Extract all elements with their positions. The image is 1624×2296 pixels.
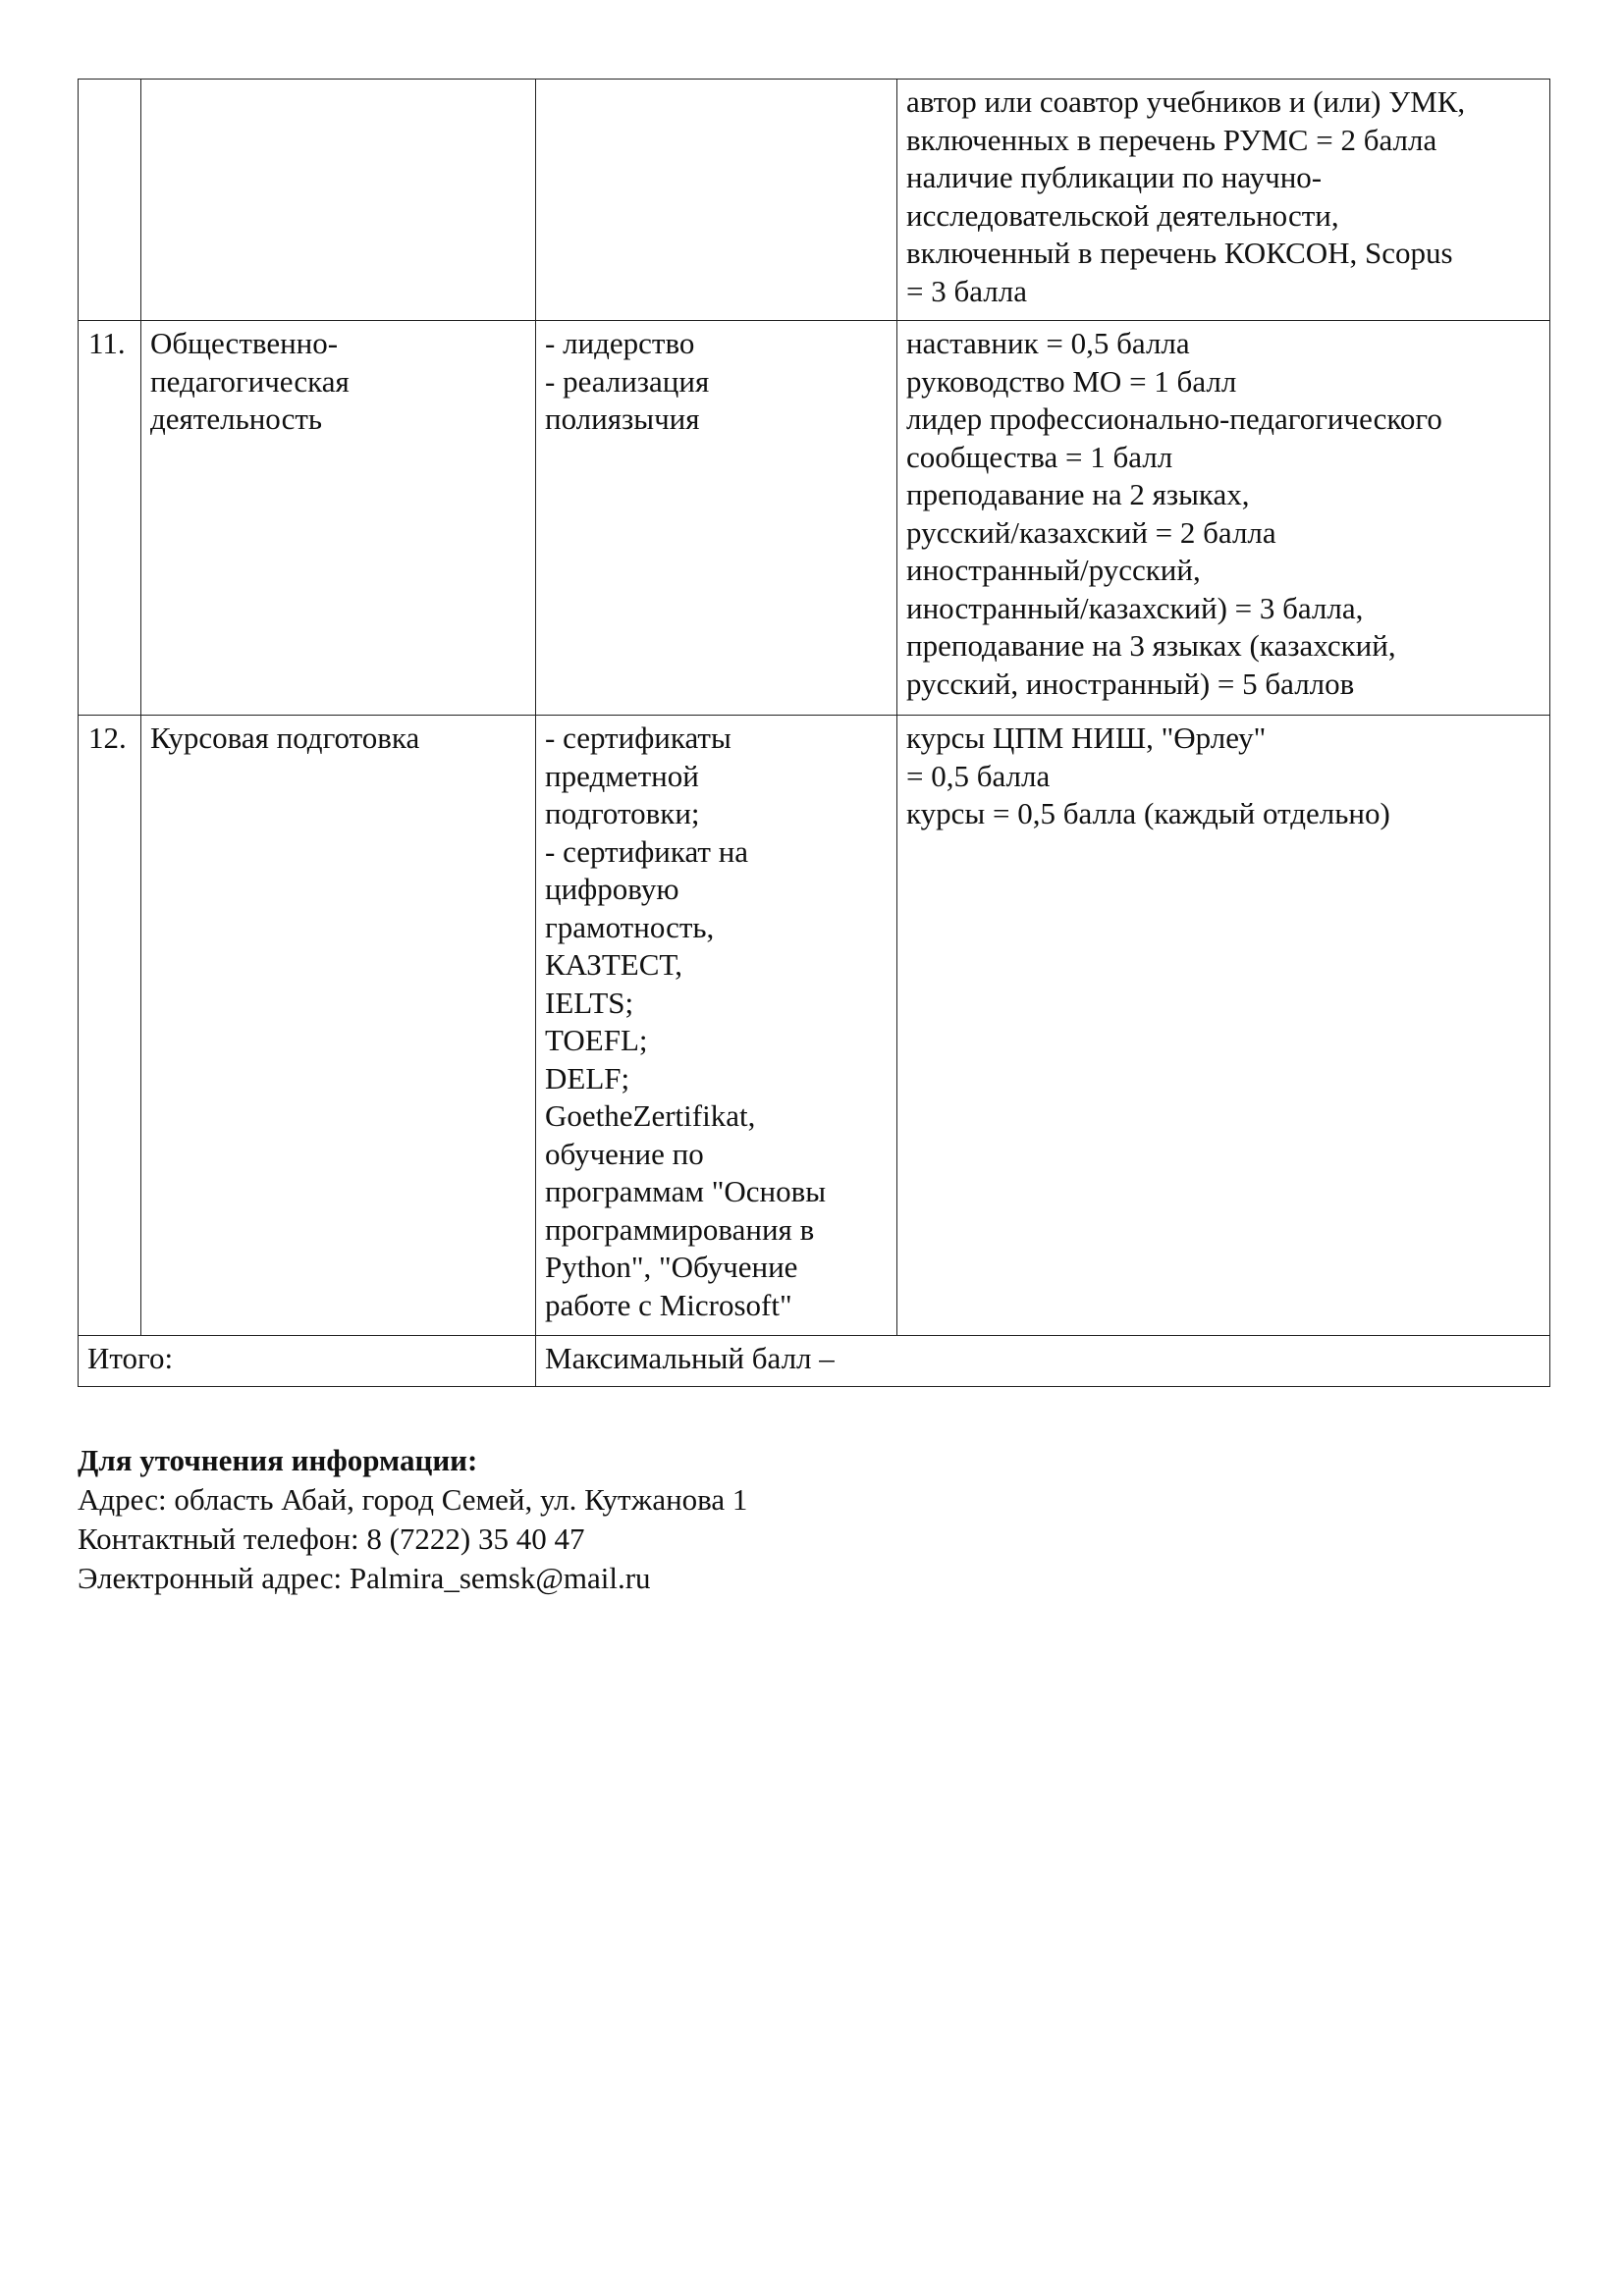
total-row <box>79 1336 1550 1387</box>
points-cell: автор или соавтор учебников и (или) УМК, включенных в перечень РУМС = 2 балла наличие публикации по научно- исследовательской деятельности, включенный в перечень КОКСОН, Scopus = 3 балла <box>897 80 1550 321</box>
indicator-cell: - лидерство - реализация полиязычия <box>536 321 897 716</box>
contact-phone: Контактный телефон: 8 (7222) 35 40 47 <box>78 1522 585 1556</box>
points-cell: наставник = 0,5 балла руководство МО = 1 балл лидер профессионально-педагогического сообщества = 1 балл преподавание на 2 языках, русский/казахский = 2 балла иностранный/русский, иностранный/казахский) = 3 балла, преподавание на 3 языках (казахский, русский, иностранный) = 5 баллов <box>897 321 1550 716</box>
row-number-cell <box>79 80 141 321</box>
criterion-cell: Курсовая подготовка <box>141 716 536 1336</box>
indicator-cell: - сертификаты предметной подготовки; - сертификат на цифровую грамотность, КАЗТЕСТ, IELTS; TOEFL; DELF; GoetheZertifikat, обучение по программам "Основы программирования в Python", "Обучение работе с Microsoft" <box>536 716 897 1336</box>
table-row <box>79 716 1550 1336</box>
criterion-cell: Общественно- педагогическая деятельность <box>141 321 536 716</box>
table-row <box>79 321 1550 716</box>
contact-address: Адрес: область Абай, город Семей, ул. Кутжанова 1 <box>78 1482 748 1517</box>
total-label-cell: Итого: <box>79 1336 536 1387</box>
row-number-cell: 11. <box>79 321 141 716</box>
points-cell: курсы ЦПМ НИШ, "Өрлеу" = 0,5 балла курсы = 0,5 балла (каждый отдельно) <box>897 716 1550 1336</box>
contact-heading: Для уточнения информации: <box>78 1443 478 1477</box>
row-number-cell: 12. <box>79 716 141 1336</box>
criteria-table <box>78 79 1550 1387</box>
contact-email: Электронный адрес: Palmira_semsk@mail.ru <box>78 1561 651 1595</box>
criterion-cell <box>141 80 536 321</box>
table-row <box>79 80 1550 321</box>
contact-info <box>78 1441 747 1598</box>
indicator-cell <box>536 80 897 321</box>
total-value-cell: Максимальный балл – <box>536 1336 1550 1387</box>
